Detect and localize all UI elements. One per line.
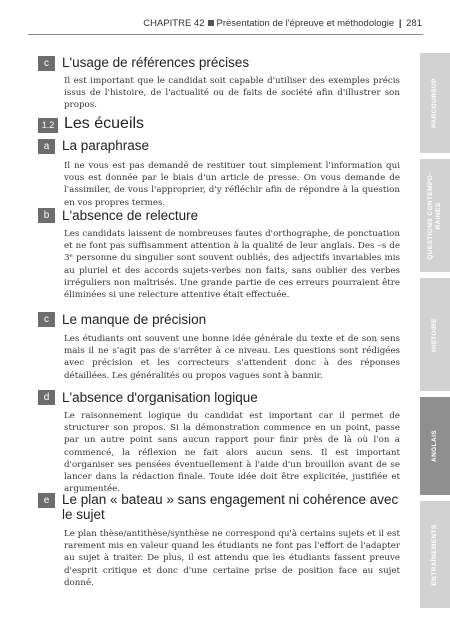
section-letter-badge: a [38, 139, 55, 154]
chapter-title: Présentation de l'épreuve et méthodologie [216, 18, 395, 29]
section-title: Le manque de précision [62, 312, 207, 327]
page-number: 281 [406, 18, 422, 29]
section-letter-badge: d [38, 390, 55, 405]
section-text: Il ne vous est pas demandé de restituer tout simplement l'information qui vous est donnée par le biais d'un article de presse. On vous demande de l'assimiler, de vous l'approprier, d'y réfléchir afin de répondre à la question en vos propres termes. [64, 161, 400, 208]
section-text: Le plan thèse/antithèse/synthèse ne correspond qu'à certains sujets et il est rarement mis en valeur quand les étudiants ne font pas l'effort de l'adapter au sujet à traiter. De plus, il est attendu que les étudiants fassent preuve d'esprit critique et donc d'une certaine prise de position face au sujet donné. [64, 529, 400, 588]
section-title: Le plan « bateau » sans engagement ni cohérence avec le sujet [62, 492, 399, 522]
section-number-badge: 1.2 [38, 118, 58, 133]
section-letter-badge: c [38, 312, 55, 327]
chapter-label: CHAPITRE 42 [143, 18, 205, 29]
section-text: Il est important que le candidat soit capable d'utiliser des exemples précis issus de l'histoire, de l'actualité ou de faits de société afin d'illustrer son propos. [64, 76, 400, 111]
section-title: L'usage de références précises [62, 55, 250, 70]
section-text: Le raisonnement logique du candidat est important car il permet de structurer son propos. Si la démonstration commence en un point, passe par un autre point sans aucun rapport pour finir près de là où l'on a commencé, la réflexion ne fait alors aucun sens. Il est important d'organiser ses pensées éventuellement à l'aide d'un brouillon avant de se lancer dans la rédaction finale. Toute idée doit être explicitée, justifiée et argumentée. [64, 411, 400, 495]
section-letter-badge: b [38, 208, 55, 223]
tab-histoire[interactable]: HISTOIRE [420, 278, 450, 391]
tab-parcoursup[interactable]: PARCOURSUP [420, 53, 450, 153]
section-letter-badge: e [38, 493, 55, 508]
section-title: L'absence d'organisation logique [62, 390, 258, 405]
tab-anglais[interactable]: ANGLAIS [420, 397, 450, 495]
tab-entrainements[interactable]: ENTRAÎNEMENTS [420, 501, 450, 608]
square-bullet-icon [208, 20, 214, 26]
section-title: L'absence de relecture [62, 208, 199, 223]
section-heading: Les écueils [64, 115, 145, 132]
running-header [143, 18, 422, 29]
header-rule [28, 34, 423, 35]
section-text: Les étudiants ont souvent une bonne idée générale du texte et de son sens mais il ne s'agit pas de s'arrêter à ce niveau. Les questions sont rédigées avec précision et les correcteurs s'attendent donc à des réponses détaillées. Les généralités ou propos vagues sont à bannir. [64, 334, 400, 381]
section-title: La paraphrase [62, 138, 150, 153]
header-separator: | [398, 18, 402, 29]
section-text: Les candidats laissent de nombreuses fautes d'orthographe, de ponctuation et ne font pas suffisamment attention à la qualité de leur anglais. Des –s de 3ᵉ personne du singulier sont souvent oubliés, des adjectifs invariables mis au pluriel et des accords sujets-verbes non faits, sans oublier des verbes irréguliers non maîtrisés. Une grande partie de ces erreurs pourraient être éliminées si une relecture attentive était effectuée. [64, 229, 400, 301]
tab-questions-contemporaines[interactable]: QUESTIONS CONTEMPO- RAINES [420, 159, 450, 272]
section-letter-badge: c [38, 56, 55, 71]
